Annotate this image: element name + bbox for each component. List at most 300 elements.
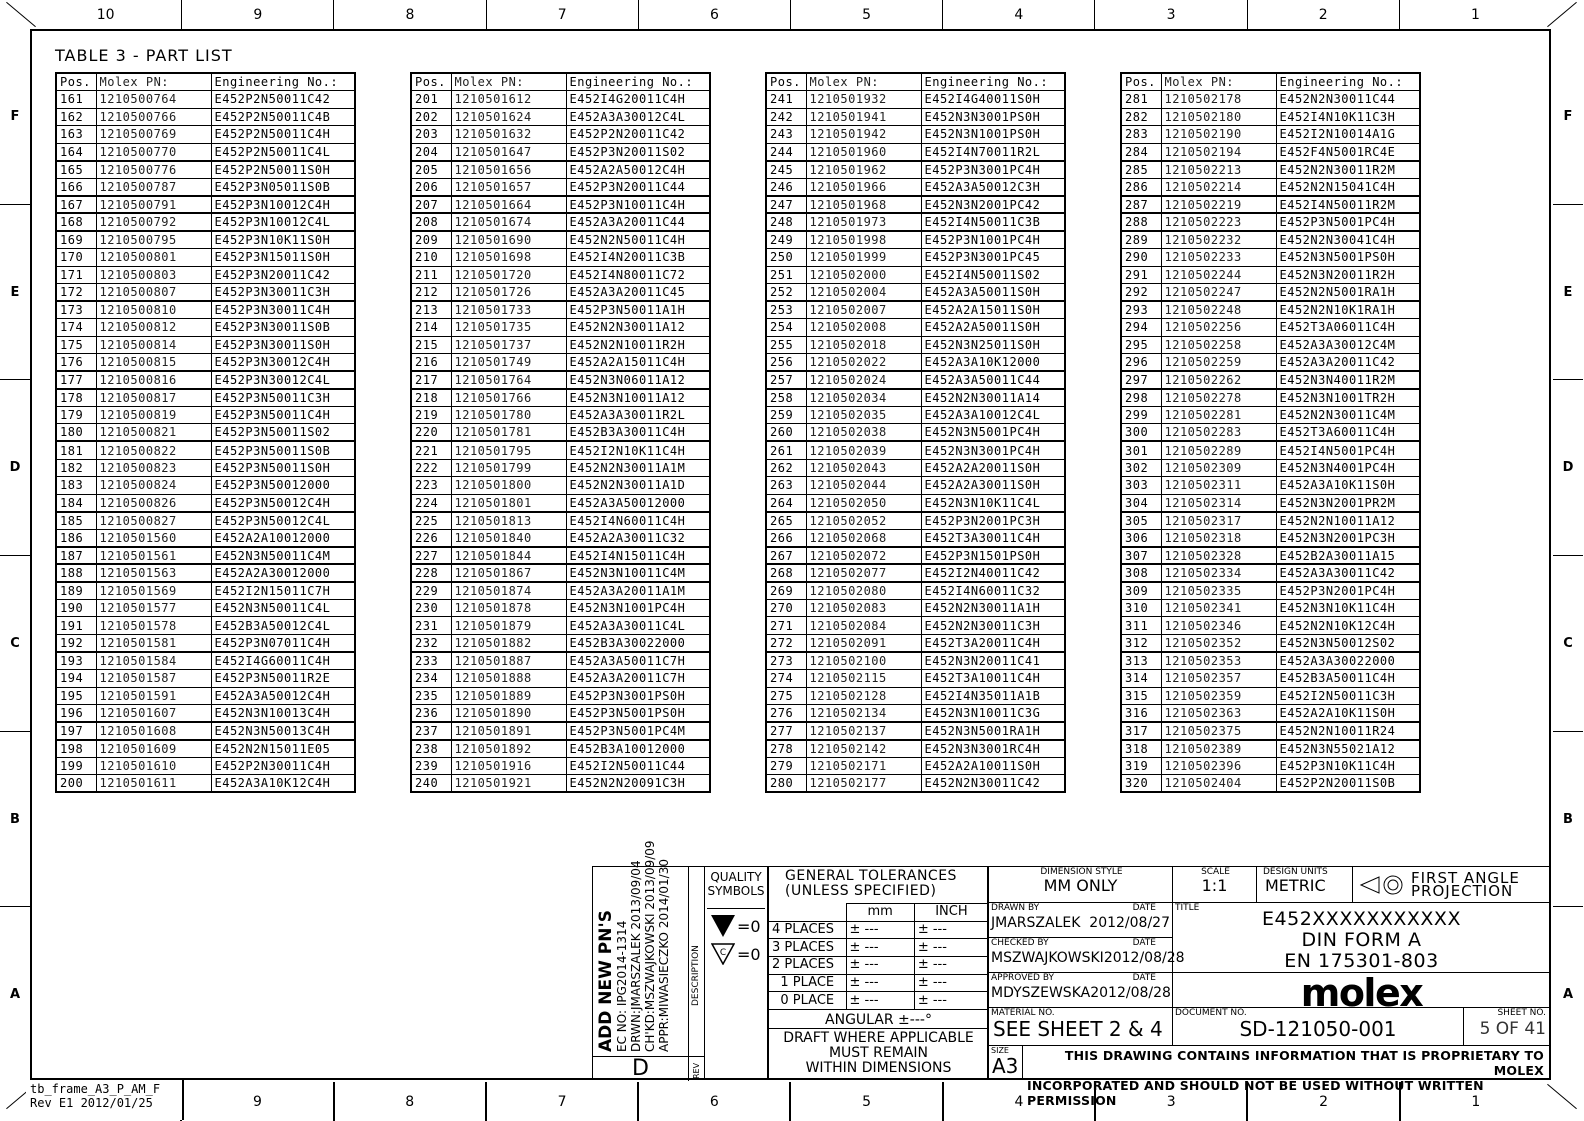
pos-cell: 273 [766,652,806,670]
zone-col-label: 3 [1094,0,1246,29]
engineering-no-cell: E452N3N10011C4M [566,564,710,582]
zone-row-label: C [1553,555,1583,731]
molex-pn-cell: 1210500814 [96,336,211,354]
pos-cell: 284 [1121,143,1161,161]
molex-pn-cell: 1210500816 [96,371,211,389]
dimension-style-label: DIMENSION STYLE [1040,867,1123,877]
pos-cell: 317 [1121,722,1161,740]
molex-pn-cell: 1210502018 [806,336,921,354]
pos-cell: 227 [411,547,451,565]
material-label: MATERIAL NO. [991,1008,1055,1018]
pos-cell: 270 [766,599,806,617]
table-row [56,441,355,459]
molex-pn-cell: 1210502068 [806,529,921,547]
checked-by: MSZWAJKOWSKI [991,950,1104,966]
pos-cell: 306 [1121,529,1161,547]
zone-col-label: 10 [96,6,115,23]
molex-pn-cell: 1210502283 [1161,424,1276,442]
table-row [1121,494,1420,512]
sheet-cell [1464,1008,1550,1046]
table-row [766,441,1065,459]
pos-cell: 305 [1121,512,1161,530]
pos-cell: 207 [411,196,451,214]
column-header: Engineering No.: [921,73,1065,91]
engineering-no-cell: E452P3N15011S0H [211,248,355,266]
molex-pn-cell: 1210501577 [96,599,211,617]
engineering-no-cell: E452I2N10K11C4H [566,441,710,459]
column-header: Molex PN: [96,73,211,91]
engineering-no-cell: E452P3N50011A1H [566,301,710,319]
engineering-no-cell: E452I4N80011C72 [566,266,710,284]
engineering-no-cell: E452A3A20011C42 [1276,354,1420,372]
molex-pn-cell: 1210502190 [1161,126,1276,144]
pos-cell: 163 [56,126,96,144]
table-row [56,406,355,424]
table-row [1121,705,1420,723]
table-row [411,617,710,635]
engineering-no-cell: E452P3N50011R2E [211,670,355,688]
pos-cell: 276 [766,705,806,723]
revision-approved: APPR:MIWASIECZKO 2014/01/30 [657,859,671,1052]
molex-pn-cell: 1210502142 [806,740,921,758]
pos-cell: 254 [766,319,806,337]
pos-cell: 234 [411,670,451,688]
table-row [56,108,355,126]
pos-cell: 167 [56,196,96,214]
engineering-no-cell: E452P2N50011S0H [211,161,355,179]
molex-pn-cell: 1210500827 [96,512,211,530]
engineering-no-cell: E452N3N2001PC3H [1276,529,1420,547]
title-block [988,866,1551,1108]
pos-cell: 313 [1121,652,1161,670]
table-row [1121,424,1420,442]
quality-symbol-c [705,943,767,965]
table-row [766,547,1065,565]
table-row [1121,722,1420,740]
table-row [56,284,355,302]
molex-pn-cell: 1210501999 [806,248,921,266]
engineering-no-cell: E452P3N30011S0H [211,336,355,354]
engineering-no-cell: E452N2N50011C4H [566,231,710,249]
engineering-no-cell: E452A3A50011C44 [921,371,1065,389]
molex-pn-cell: 1210501612 [451,91,566,109]
column-header: Pos. [1121,73,1161,91]
table-row [411,687,710,705]
table-row [56,213,355,231]
molex-pn-cell: 1210500803 [96,266,211,284]
engineering-no-cell: E452A2A15011C4H [566,354,710,372]
description-column [689,867,705,1057]
engineering-no-cell: E452P2N20011C42 [566,126,710,144]
pos-cell: 272 [766,635,806,653]
table-row [411,599,710,617]
table-row [1121,371,1420,389]
molex-pn-cell: 1210501799 [451,459,566,477]
engineering-no-cell: E452N3N1001TR2H [1276,389,1420,407]
drawn-by: JMARSZALEK [991,915,1081,931]
checked-by-cell [989,938,1185,973]
pos-cell: 226 [411,529,451,547]
pos-cell: 168 [56,213,96,231]
engineering-no-cell: E452I2N15011C7H [211,582,355,600]
engineering-no-cell: E452I4N50011C3B [921,213,1065,231]
molex-pn-cell: 1210502346 [1161,617,1276,635]
engineering-no-cell: E452N3N10013C4H [211,705,355,723]
zone-col-label: 8 [333,0,485,29]
molex-pn-cell: 1210502043 [806,459,921,477]
engineering-no-cell: E452N2N30011R2M [1276,161,1420,179]
zone-row-label: A [0,906,30,1082]
engineering-no-cell: E452B3A50012C4L [211,617,355,635]
molex-pn-cell: 1210501560 [96,529,211,547]
column-header: Molex PN: [806,73,921,91]
filled-triangle-icon [711,915,735,937]
engineering-no-cell: E452N3N1001PS0H [921,126,1065,144]
pos-cell: 213 [411,301,451,319]
table-row [766,722,1065,740]
table-row [766,477,1065,495]
engineering-no-cell: E452I2N10014A1G [1276,126,1420,144]
drawn-by-cell [989,903,1173,938]
molex-pn-cell: 1210502389 [1161,740,1276,758]
pos-cell: 235 [411,687,451,705]
engineering-no-cell: E452N2N30011C3H [921,617,1065,635]
table-row [56,494,355,512]
engineering-no-cell: E452T3A60011C4H [1276,424,1420,442]
engineering-no-cell: E452P3N50012000 [211,477,355,495]
table-row [56,564,355,582]
molex-pn-cell: 1210501608 [96,722,211,740]
engineering-no-cell: E452N2N10K12C4H [1276,617,1420,635]
table-row [411,319,710,337]
pos-cell: 205 [411,161,451,179]
engineering-no-cell: E452A3A10K12C4H [211,775,355,793]
molex-pn-cell: 1210501720 [451,266,566,284]
pos-cell: 214 [411,319,451,337]
column-header: Engineering No.: [211,73,355,91]
pos-cell: 184 [56,494,96,512]
molex-pn-cell: 1210502396 [1161,757,1276,775]
table-row [56,617,355,635]
zone-row-label: F [10,108,20,124]
pos-cell: 299 [1121,406,1161,424]
pos-cell: 301 [1121,441,1161,459]
unit-mm: mm [846,904,914,922]
projection-line-1: FIRST ANGLE [1411,868,1520,887]
molex-pn-cell: 1210501916 [451,757,566,775]
molex-pn-cell: 1210501656 [451,161,566,179]
table-row [56,740,355,758]
engineering-no-cell: E452P3N30011C4H [211,301,355,319]
pos-cell: 203 [411,126,451,144]
pos-cell: 198 [56,740,96,758]
engineering-no-cell: E452N3N50012S02 [1276,635,1420,653]
engineering-no-cell: E452N2N20091C3H [566,775,710,793]
pos-cell: 179 [56,406,96,424]
tolerance-label: 4 PLACES [769,921,846,939]
molex-pn-cell: 1210502289 [1161,441,1276,459]
engineering-no-cell: E452P2N30011C4H [211,757,355,775]
dimension-style-value: MM ONLY [1043,876,1118,895]
pos-cell: 302 [1121,459,1161,477]
pos-cell: 279 [766,757,806,775]
approved-by: MDYSZEWSKA [991,985,1091,1001]
molex-pn-cell: 1210502194 [1161,143,1276,161]
molex-pn-cell: 1210502328 [1161,547,1276,565]
table-row [1121,266,1420,284]
engineering-no-cell: E452P3N50011C4H [211,406,355,424]
zone-row-label: E [1553,204,1583,380]
molex-pn-cell: 1210502314 [1161,494,1276,512]
table-row [766,354,1065,372]
symbol-value: =0 [737,944,761,964]
engineering-no-cell: E452P3N10K11S0H [211,231,355,249]
tolerance-mm: ± --- [846,921,914,939]
pos-cell: 286 [1121,178,1161,196]
table-row [1121,406,1420,424]
table-row [1121,617,1420,635]
table-row [411,213,710,231]
table-row [56,301,355,319]
pos-cell: 280 [766,775,806,793]
molex-pn-cell: 1210502177 [806,775,921,793]
pos-cell: 292 [1121,284,1161,302]
molex-pn-cell: 1210500791 [96,196,211,214]
engineering-no-cell: E452P3N2001PC4H [1276,582,1420,600]
engineering-no-cell: E452I2N50011C3H [1276,687,1420,705]
table-row [1121,319,1420,337]
pos-cell: 250 [766,248,806,266]
molex-pn-cell: 1210501998 [806,231,921,249]
engineering-no-cell: E452N3N10011A12 [566,389,710,407]
approved-date-label: DATE [1132,973,1156,983]
pos-cell: 303 [1121,477,1161,495]
table-row [766,248,1065,266]
zone-col-label: 5 [789,1082,941,1121]
engineering-no-cell: E452N3N10011C3G [921,705,1065,723]
table-row [1121,459,1420,477]
zone-row-label: F [1563,108,1573,124]
engineering-no-cell: E452N2N30011A1H [921,599,1065,617]
molex-pn-cell: 1210502213 [1161,161,1276,179]
molex-pn-cell: 1210502262 [1161,371,1276,389]
engineering-no-cell: E452I4N70011R2L [921,143,1065,161]
table-row [766,213,1065,231]
checked-date-label: DATE [1132,938,1156,948]
table-row [766,635,1065,653]
table-row [56,354,355,372]
engineering-no-cell: E452P3N05011S0B [211,178,355,196]
molex-pn-cell: 1210501878 [451,599,566,617]
engineering-no-cell: E452N2N10011R2H [566,336,710,354]
engineering-no-cell: E452N3N10K11C4H [1276,599,1420,617]
engineering-no-cell: E452P3N50012C4L [211,512,355,530]
engineering-no-cell: E452A3A30022000 [1276,652,1420,670]
table-title: TABLE 3 - PART LIST [55,46,233,65]
table-row [1121,652,1420,670]
engineering-no-cell: E452P3N50012C4H [211,494,355,512]
document-number: SD-121050-001 [1239,1017,1397,1041]
molex-pn-cell: 1210500769 [96,126,211,144]
engineering-no-cell: E452N2N30011C44 [1276,91,1420,109]
engineering-no-cell: E452N2N10K1RA1H [1276,301,1420,319]
molex-pn-cell: 1210502247 [1161,284,1276,302]
frame-template-name: tb_frame_A3_P_AM_F [30,1082,161,1096]
pos-cell: 287 [1121,196,1161,214]
pos-cell: 244 [766,143,806,161]
pos-cell: 206 [411,178,451,196]
engineering-no-cell: E452P3N1001PC4H [921,231,1065,249]
pos-cell: 300 [1121,424,1161,442]
pos-cell: 181 [56,441,96,459]
table-row [411,740,710,758]
table-row [56,424,355,442]
table-row [56,687,355,705]
engineering-no-cell: E452A3A10012C4L [921,406,1065,424]
pos-cell: 177 [56,371,96,389]
table-row [56,196,355,214]
zone-col-label: 7 [485,1082,637,1121]
engineering-no-cell: E452N3N1001PC4H [566,599,710,617]
pos-cell: 192 [56,635,96,653]
pos-cell: 201 [411,91,451,109]
zone-col-label: 4 [942,0,1094,29]
engineering-no-cell: E452A3A30011C4L [566,617,710,635]
pos-cell: 274 [766,670,806,688]
pos-cell: 268 [766,564,806,582]
pos-cell: 208 [411,213,451,231]
engineering-no-cell: E452B3A10012000 [566,740,710,758]
engineering-no-cell: E452N3N06011A12 [566,371,710,389]
engineering-no-cell: E452A3A30012C4L [566,108,710,126]
table-row [56,547,355,565]
molex-pn-cell: 1210502214 [1161,178,1276,196]
pos-cell: 256 [766,354,806,372]
table-row [1121,599,1420,617]
molex-pn-cell: 1210501609 [96,740,211,758]
material-value: SEE SHEET 2 & 4 [993,1017,1163,1041]
table-row [1121,477,1420,495]
molex-pn-cell: 1210501733 [451,301,566,319]
table-row [766,424,1065,442]
scale-value: 1:1 [1201,876,1228,895]
table-header-row [411,73,710,91]
molex-pn-cell: 1210501581 [96,635,211,653]
engineering-no-cell: E452P3N3001PC45 [921,248,1065,266]
molex-pn-cell: 1210502233 [1161,248,1276,266]
molex-pn-cell: 1210501632 [451,126,566,144]
molex-pn-cell: 1210500792 [96,213,211,231]
draft-note [769,1031,988,1076]
zone-col-label: 9 [181,0,333,29]
pos-cell: 267 [766,547,806,565]
engineering-no-cell: E452N3N5001PC4H [921,424,1065,442]
zone-rows-right [1553,29,1583,1082]
pos-cell: 191 [56,617,96,635]
table-row [411,775,710,793]
table-row [1121,529,1420,547]
pos-cell: 211 [411,266,451,284]
table-row [766,178,1065,196]
pos-cell: 204 [411,143,451,161]
size-cell [989,1046,1023,1079]
table-row [411,354,710,372]
pos-cell: 285 [1121,161,1161,179]
engineering-no-cell: E452I2N50011C44 [566,757,710,775]
table-row [56,266,355,284]
dimension-style-cell [989,867,1173,903]
pos-cell: 296 [1121,354,1161,372]
molex-pn-cell: 1210501892 [451,740,566,758]
table-row [766,670,1065,688]
table-row [411,108,710,126]
tolerance-label: 2 PLACES [769,957,846,975]
frame-template-ref [26,1080,184,1120]
pos-cell: 288 [1121,213,1161,231]
engineering-no-cell: E452N3N3001RC4H [921,740,1065,758]
molex-pn-cell: 1210501888 [451,670,566,688]
zone-row-label: E [0,204,30,380]
molex-pn-cell: 1210502353 [1161,652,1276,670]
molex-pn-cell: 1210502258 [1161,336,1276,354]
engineering-no-cell: E452A3A50012C4H [211,687,355,705]
design-units-cell [1257,867,1353,903]
table-row [411,670,710,688]
zone-row-label: B [0,731,30,907]
tolerance-label: 3 PLACES [769,939,846,957]
pos-cell: 200 [56,775,96,793]
table-row [411,757,710,775]
pos-cell: 251 [766,266,806,284]
tolerance-inch: ± --- [914,992,988,1010]
pos-cell: 170 [56,248,96,266]
pos-cell: 261 [766,441,806,459]
pos-cell: 249 [766,231,806,249]
table-row [766,494,1065,512]
molex-pn-cell: 1210502180 [1161,108,1276,126]
pos-cell: 311 [1121,617,1161,635]
pos-cell: 255 [766,336,806,354]
pos-cell: 282 [1121,108,1161,126]
table-row [56,143,355,161]
engineering-no-cell: E452A3A30011R2L [566,406,710,424]
molex-pn-cell: 1210500817 [96,389,211,407]
engineering-no-cell: E452N2N30011A14 [921,389,1065,407]
engineering-no-cell: E452N3N55021A12 [1276,740,1420,758]
table-row [56,248,355,266]
pos-cell: 174 [56,319,96,337]
pos-cell: 185 [56,512,96,530]
table-row [411,284,710,302]
molex-pn-cell: 1210502248 [1161,301,1276,319]
document-cell [1173,1008,1464,1046]
engineering-no-cell: E452A2A10012000 [211,529,355,547]
table-row [411,161,710,179]
pos-cell: 233 [411,652,451,670]
engineering-no-cell: E452N2N30011C42 [921,775,1065,793]
engineering-no-cell: E452N3N50011C4L [211,599,355,617]
engineering-no-cell: E452B3A30022000 [566,635,710,653]
engineering-no-cell: E452P3N30011C3H [211,284,355,302]
pos-cell: 217 [411,371,451,389]
engineering-no-cell: E452A2A50011S0H [921,319,1065,337]
engineering-no-cell: E452A3A50012C3H [921,178,1065,196]
molex-pn-cell: 1210501840 [451,529,566,547]
engineering-no-cell: E452I4G60011C4H [211,652,355,670]
molex-pn-cell: 1210502035 [806,406,921,424]
quality-symbol-critical [705,915,767,937]
engineering-no-cell: E452N2N15041C4H [1276,178,1420,196]
